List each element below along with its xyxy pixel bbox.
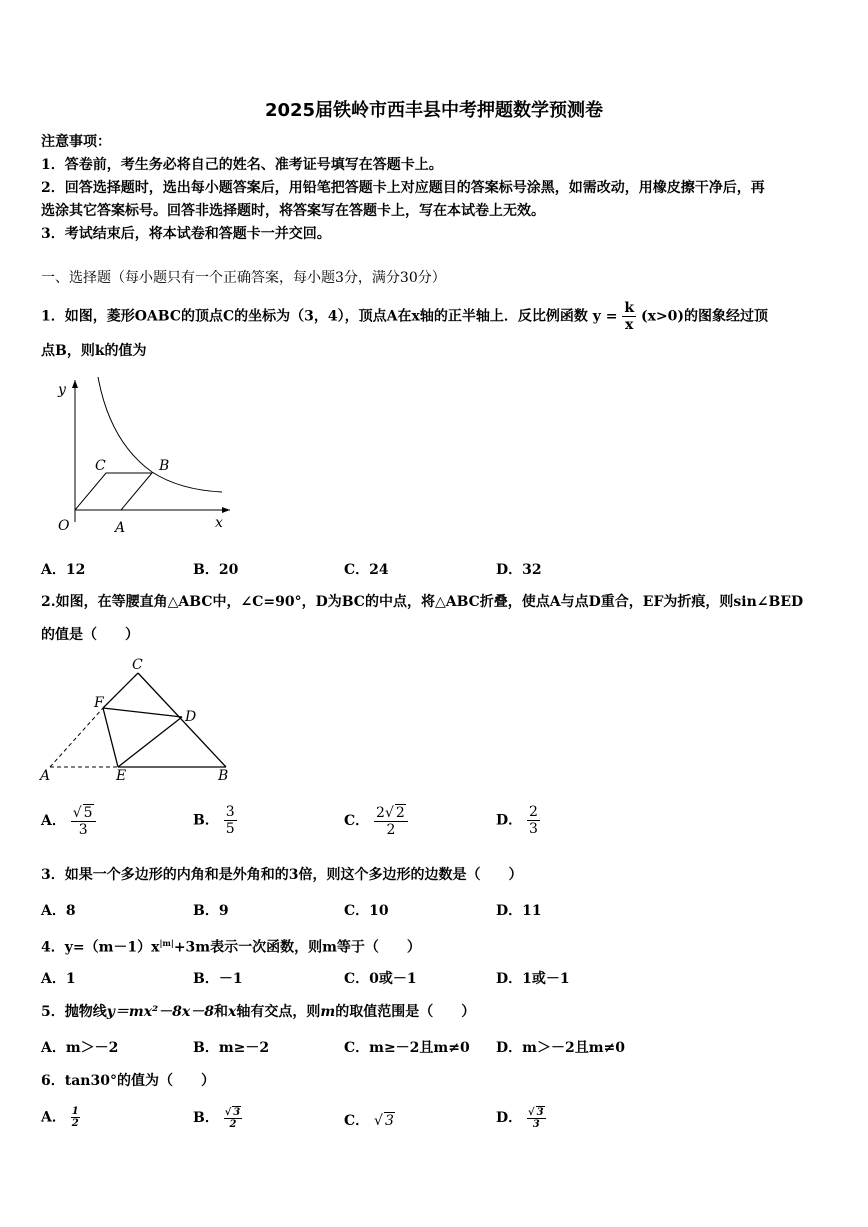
section-heading: 一、选择题（每小题只有一个正确答案，每小题3分，满分30分） (41, 270, 446, 286)
q4-option-b[interactable]: B．－1 (193, 971, 243, 987)
question-5-text: 5．抛物线y＝mx²－8x－8和x轴有交点，则m的取值范围是（ ） (41, 1004, 476, 1020)
q2-label-e: E (116, 768, 127, 784)
q3-option-d[interactable]: D．11 (496, 903, 542, 919)
q1-figure (40, 372, 240, 542)
q2-option-c[interactable]: C． $\frac{2√ 2}{2}$ (344, 804, 408, 838)
q1-y-arrow-icon (72, 380, 78, 388)
q2-option-b[interactable]: B． $\frac{3}{5}$ (193, 804, 235, 837)
q1-label-c: C (95, 458, 106, 474)
q1-label-a: A (115, 520, 126, 536)
q2-segment-ed (118, 717, 182, 767)
q1-x-arrow-icon (222, 507, 230, 513)
question-2-text-cont: 的值是（ ） (41, 627, 139, 643)
q1-label-b: B (159, 458, 170, 474)
q4-exponent: |m| (159, 938, 174, 948)
q2-label-f: F (94, 695, 104, 711)
question-4-text: 4．$y=(m-1)x^{|m|}+3m$表示一次函数，则m等于（ ） (41, 938, 421, 956)
q2-side-cf (103, 673, 138, 708)
question-1-text-cont: 点B，则k的值为 (41, 343, 147, 359)
q2-dashed-af (50, 708, 103, 767)
q6-option-d[interactable]: D． $\frac{√ 3}{3}$ (496, 1107, 544, 1130)
q5-option-a[interactable]: A．m＞－2 (41, 1040, 119, 1056)
q5-expression: y＝mx²－8x－8 (106, 1004, 215, 1020)
q1-func-y: y (592, 308, 601, 325)
q6-option-a[interactable]: A． $\frac{1}{2}$ (41, 1106, 79, 1129)
q4-option-c[interactable]: C．0或－1 (344, 971, 417, 987)
q4-option-a[interactable]: A．1 (41, 971, 76, 987)
q4-option-d[interactable]: D．1或－1 (496, 971, 570, 987)
question-6-text: 6．tan30°的值为（ ） (41, 1073, 215, 1089)
q1-curve (98, 377, 222, 492)
q2-segment-fd (103, 708, 182, 717)
notice-item-3: 3．考试结束后，将本试卷和答题卡一并交回。 (41, 226, 331, 242)
q1-fraction: $\frac{k}{x}$ (624, 300, 635, 333)
q2-side-cb (138, 673, 226, 767)
notice-heading: 注意事项： (41, 134, 111, 150)
q1-option-d[interactable]: D．32 (496, 562, 542, 578)
q6-option-b[interactable]: B． $\frac{√ 3}{2}$ (193, 1107, 241, 1130)
q1-option-c[interactable]: C．24 (344, 562, 389, 578)
q2-option-d[interactable]: D． $\frac{2}{3}$ (496, 804, 538, 837)
q3-option-b[interactable]: B．9 (193, 903, 229, 919)
q2-label-a: A (40, 768, 51, 784)
q1-text-a: 1．如图，菱形OABC的顶点C的坐标为（3，4），顶点A在x轴的正半轴上．反比例函数 (41, 308, 588, 325)
notice-item-2-cont: 选涂其它答案标号。回答非选择题时，将答案写在答题卡上，写在本试卷上无效。 (41, 203, 545, 219)
q2-option-a[interactable]: A． $\frac{√ 5}{3}$ (41, 804, 96, 838)
q2-label-b: B (218, 768, 229, 784)
q3-option-a[interactable]: A．8 (41, 903, 76, 919)
q1-option-b[interactable]: B．20 (193, 562, 239, 578)
q1-label-x: x (215, 515, 223, 531)
q1-rhombus (75, 473, 152, 510)
notice-item-2: 2．回答选择题时，选出每小题答案后，用铅笔把答题卡上对应题目的答案标号涂黑，如需改动，用橡皮擦干净后，再 (41, 180, 765, 196)
q5-option-b[interactable]: B．m≥－2 (193, 1040, 270, 1056)
q5-option-d[interactable]: D．m＞－2且m≠0 (496, 1040, 625, 1056)
q1-label-o: O (58, 518, 70, 534)
q2-figure (38, 655, 238, 785)
question-3-text: 3．如果一个多边形的内角和是外角和的3倍，则这个多边形的边数是（ ） (41, 867, 523, 883)
q2-label-d: D (185, 709, 197, 725)
notice-item-1: 1．答卷前，考生务必将自己的姓名、准考证号填写在答题卡上。 (41, 157, 443, 173)
q1-label-y: y (58, 382, 66, 398)
q6-option-c[interactable]: C． √ 3 (344, 1113, 394, 1129)
q1-option-a[interactable]: A．12 (41, 562, 86, 578)
page-title: 2025届铁岭市西丰县中考押题数学预测卷 (264, 100, 604, 121)
question-2-text: 2.如图，在等腰直角△ABC中，∠C=90°，D为BC的中点，将△ABC折叠，使点A与点D重合，EF为折痕，则sin∠BED (41, 594, 804, 610)
q2-label-c: C (132, 657, 143, 673)
q3-option-c[interactable]: C．10 (344, 903, 389, 919)
q1-text-b: (x>0)的图象经过顶 (640, 308, 769, 325)
q2-fold-ef (103, 708, 118, 767)
question-1-text: 1．如图，菱形OABC的顶点C的坐标为（3，4），顶点A在x轴的正半轴上．反比例函数 y = $\frac{k}{x}$ (x>0)的图象经过顶 (41, 300, 769, 333)
q5-option-c[interactable]: C．m≥－2且m≠0 (344, 1040, 470, 1056)
